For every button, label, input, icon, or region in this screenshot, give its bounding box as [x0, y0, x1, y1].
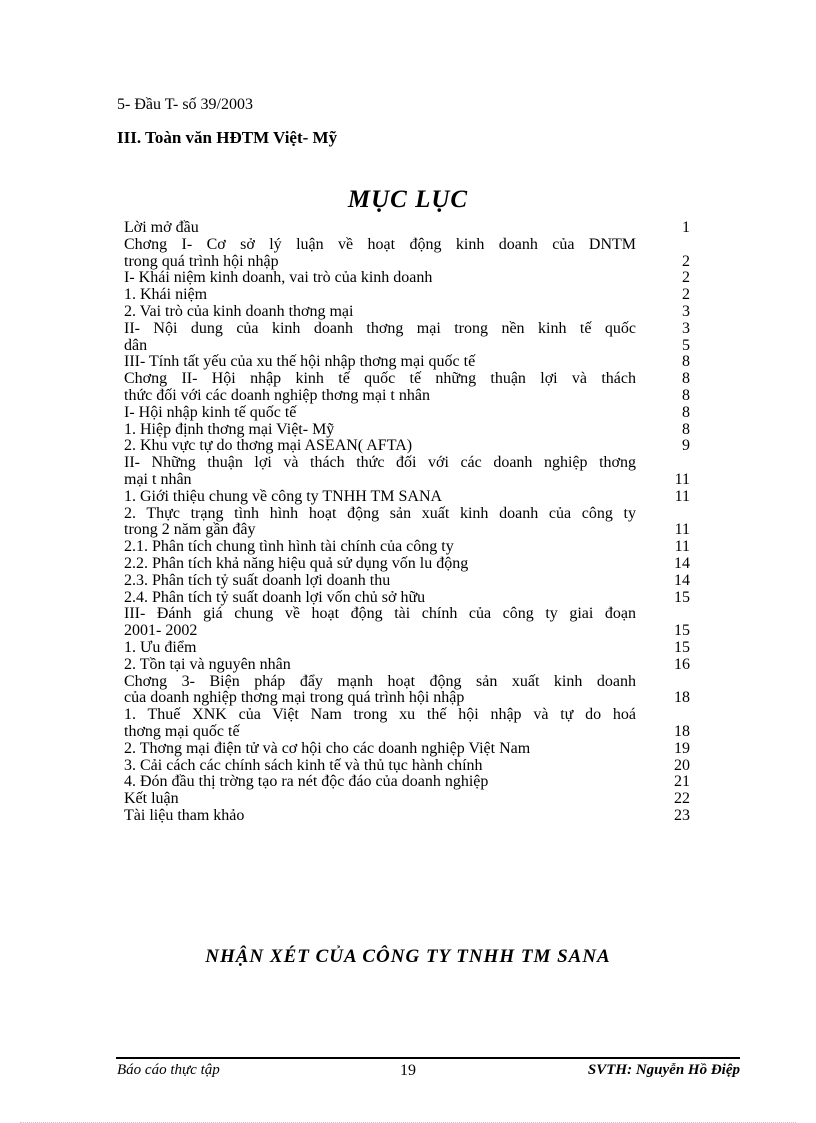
toc-page-number: 11 — [674, 487, 690, 505]
toc-entry-text: 2. Tồn tại và nguyên nhân — [124, 655, 291, 673]
intro-line-2: III. Toàn văn HĐTM Việt- Mỹ — [117, 128, 338, 147]
toc-page-number: 14 — [674, 571, 690, 589]
toc-row — [124, 455, 690, 472]
toc-row — [124, 371, 690, 388]
toc-page-number: 21 — [674, 773, 690, 791]
toc-entry-text: I- Khái niệm kinh doanh, vai trò của kinh doanh — [124, 269, 433, 287]
toc-page-number: 23 — [674, 806, 690, 824]
toc-page-number: 9 — [682, 437, 690, 455]
toc-entry-text: III- Đánh giá chung về hoạt động tài chính của công ty giai đoạn — [124, 606, 636, 623]
toc-entry-text: II- Nội dung của kinh doanh thơng mại trong nền kinh tế quốc — [124, 320, 636, 337]
toc-page-number: 8 — [682, 353, 690, 371]
toc-row — [124, 590, 690, 607]
toc-page-number: 2 — [682, 269, 690, 287]
toc-entry-text: của doanh nghiệp thơng mại trong quá trình hội nhập — [124, 689, 465, 707]
toc-entry-text: I- Hội nhập kinh tế quốc tế — [124, 403, 297, 421]
toc-entry-text: Chơng 3- Biện pháp đẩy mạnh hoạt động sản xuất kinh doanh — [124, 673, 636, 690]
toc-page-number: 8 — [682, 420, 690, 438]
toc-page-number: 8 — [682, 370, 690, 388]
comment-title: NHẬN XÉT CỦA CÔNG TY TNHH TM SANA — [205, 946, 611, 967]
toc-entry-text: 1. Ưu điểm — [124, 638, 197, 656]
toc-page-number: 8 — [682, 386, 690, 404]
toc-page-number: 14 — [674, 554, 690, 572]
toc-entry-text: Chơng I- Cơ sở lý luận về hoạt động kinh doanh của DNTM — [124, 236, 636, 253]
toc-row — [124, 556, 690, 573]
toc-entry-text: 4. Đón đầu thị trờng tạo ra nét độc đáo của doanh nghiệp — [124, 773, 489, 791]
toc-page-number: 22 — [674, 790, 690, 808]
toc-page-number: 11 — [674, 470, 690, 488]
toc-row — [124, 472, 690, 489]
toc-entry-text: Lời mở đầu — [124, 219, 199, 236]
toc-page-number: 18 — [674, 689, 690, 707]
toc-row — [124, 606, 690, 623]
toc-entry-text: mại t nhân — [124, 470, 192, 488]
toc-row — [124, 270, 690, 287]
toc-row — [124, 791, 690, 808]
toc-row — [124, 321, 690, 338]
toc-entry-text: 2. Thực trạng tình hình hoạt động sản xuất kinh doanh của công ty — [124, 505, 636, 522]
toc-row — [124, 741, 690, 758]
toc-entry-text: 2. Vai trò của kinh doanh thơng mại — [124, 302, 354, 320]
toc-row — [124, 707, 690, 724]
toc-row — [124, 690, 690, 707]
toc-entry-text: Tài liệu tham khảo — [124, 806, 245, 824]
toc-title: MỤC LỤC — [347, 186, 469, 213]
toc-entry-text: 2.2. Phân tích khả năng hiệu quả sử dụng vốn lu động — [124, 554, 469, 572]
toc-row — [124, 438, 690, 455]
toc-page-number: 15 — [674, 638, 690, 656]
toc-row — [124, 522, 690, 539]
toc-row — [124, 304, 690, 321]
footer-report-label: Báo cáo thực tập — [117, 1062, 220, 1078]
toc-row — [124, 758, 690, 775]
toc-row — [124, 489, 690, 506]
toc-row — [124, 338, 690, 355]
toc-row — [124, 623, 690, 640]
toc-row — [124, 287, 690, 304]
toc-entry-text: thơng mại quốc tế — [124, 722, 240, 740]
toc-row — [124, 674, 690, 691]
toc-row — [124, 254, 690, 271]
toc-entry-text: 2. Thơng mại điện tử và cơ hội cho các doanh nghiệp Việt Nam — [124, 739, 531, 757]
toc-entry-text: 2001- 2002 — [124, 622, 198, 640]
toc-page-number: 2 — [682, 286, 690, 304]
toc-page-number: 5 — [682, 336, 690, 354]
toc-entry-text: II- Những thuận lợi và thách thức đối với các doanh nghiệp thơng — [124, 455, 636, 472]
toc-page-number: 11 — [674, 521, 690, 539]
toc-page-number: 1 — [682, 219, 690, 236]
toc-page-number: 8 — [682, 403, 690, 421]
toc-row — [124, 388, 690, 405]
intro-line-1: 5- Đầu T- số 39/2003 — [117, 96, 253, 113]
toc-entry-text: 2.4. Phân tích tỷ suất doanh lợi vốn chủ sở hữu — [124, 588, 426, 606]
toc-entry-text: 2.1. Phân tích chung tình hình tài chính của công ty — [124, 538, 454, 556]
toc-entry-text: 2.3. Phân tích tỷ suất doanh lợi doanh thu — [124, 571, 391, 589]
toc-row — [124, 506, 690, 523]
toc-entry-text: dân — [124, 336, 148, 354]
toc-row — [124, 405, 690, 422]
toc-page-number: 3 — [682, 319, 690, 337]
toc-page-number: 3 — [682, 302, 690, 320]
footer-author: SVTH: Nguyễn Hồ Điệp — [587, 1062, 740, 1078]
toc-row — [124, 724, 690, 741]
table-of-contents — [124, 220, 690, 825]
toc-entry-text: trong 2 năm gần đây — [124, 521, 256, 539]
toc-entry-text: 1. Khái niệm — [124, 286, 208, 304]
toc-row — [124, 774, 690, 791]
toc-page-number: 18 — [674, 722, 690, 740]
footer-rule — [116, 1057, 740, 1059]
toc-entry-text: 1. Giới thiệu chung về công ty TNHH TM SANA — [124, 487, 443, 505]
toc-page-number: 15 — [674, 622, 690, 640]
toc-entry-text: Chơng II- Hội nhập kinh tế quốc tế những thuận lợi và thách — [124, 371, 636, 388]
toc-page-number: 16 — [674, 655, 690, 673]
toc-entry-text: 1. Thuế XNK của Việt Nam trong xu thế hội nhập và tự do hoá — [124, 707, 636, 724]
toc-entry-text: thức đối với các doanh nghiệp thơng mại t nhân — [124, 386, 430, 404]
toc-entry-text: 3. Cải cách các chính sách kinh tế và thủ tục hành chính — [124, 756, 483, 774]
toc-row — [124, 220, 690, 237]
toc-page-number: 2 — [682, 252, 690, 270]
footer-page-number: 19 — [400, 1062, 416, 1079]
toc-entry-text: 2. Khu vực tự do thơng mại ASEAN( AFTA) — [124, 437, 413, 455]
toc-entry-text: III- Tính tất yếu của xu thế hội nhập thơng mại quốc tế — [124, 353, 476, 371]
toc-row — [124, 422, 690, 439]
toc-row — [124, 237, 690, 254]
toc-row — [124, 640, 690, 657]
toc-page-number: 15 — [674, 588, 690, 606]
toc-entry-text: Kết luận — [124, 790, 179, 808]
toc-page-number: 20 — [674, 756, 690, 774]
toc-page-number: 11 — [674, 538, 690, 556]
toc-row — [124, 539, 690, 556]
toc-page-number: 19 — [674, 739, 690, 757]
toc-row — [124, 808, 690, 825]
toc-row — [124, 354, 690, 371]
toc-entry-text: trong quá trình hội nhập — [124, 252, 279, 270]
toc-row — [124, 573, 690, 590]
toc-row — [124, 657, 690, 674]
toc-entry-text: 1. Hiệp định thơng mại Việt- Mỹ — [124, 420, 335, 438]
